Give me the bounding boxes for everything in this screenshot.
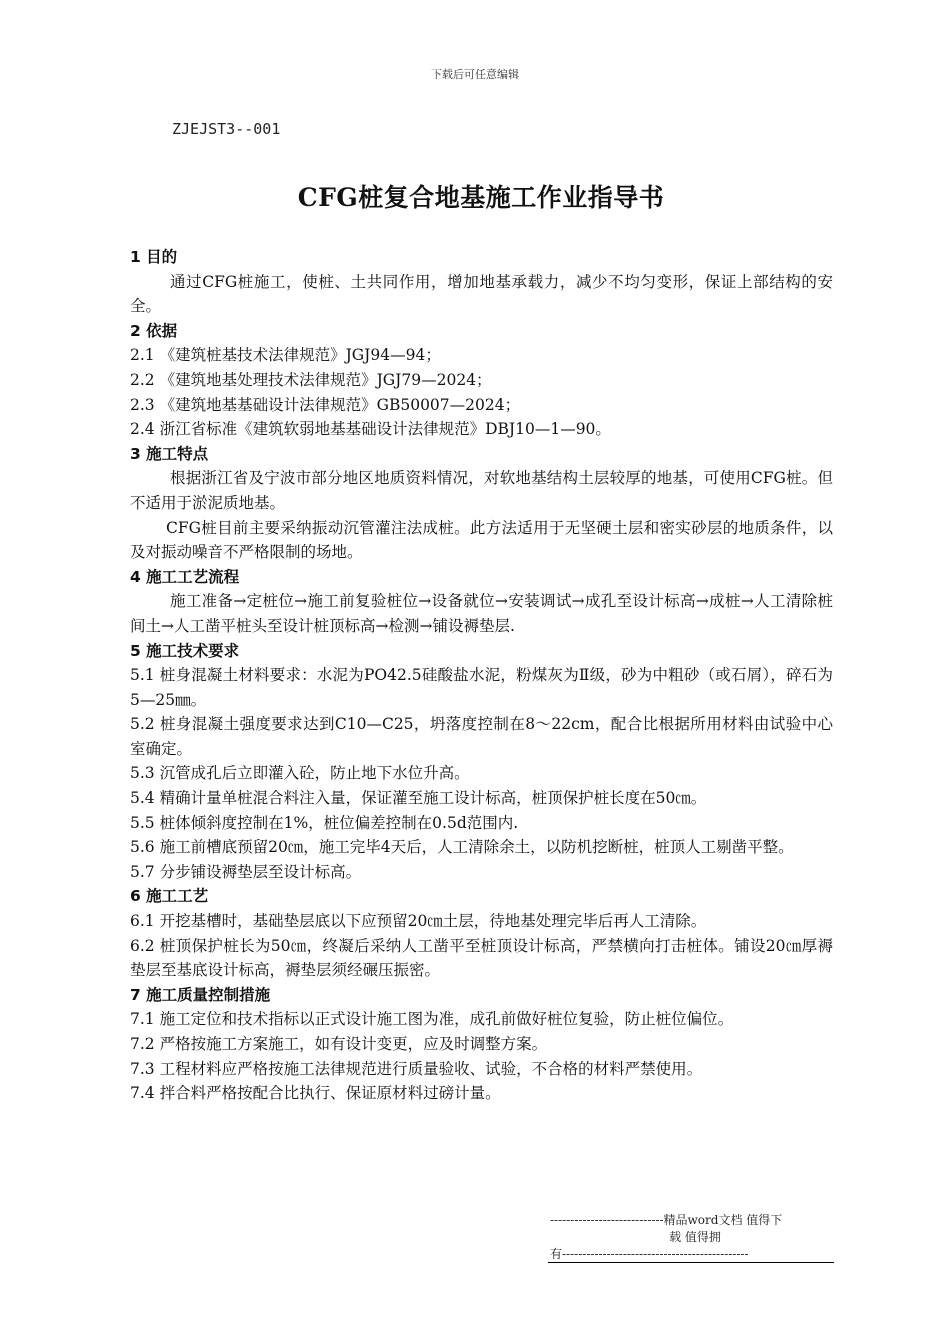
- list-item: 5.2 桩身混凝土强度要求达到C10—C25，坍落度控制在8～22cm，配合比根据所用材料由试验中心室确定。: [130, 715, 833, 758]
- section-heading-technical-requirements: 5 施工技术要求: [130, 641, 240, 660]
- footer-line: ----------------------------精品word文档 值得下: [550, 1213, 783, 1227]
- section-heading-construction-process: 6 施工工艺: [130, 887, 209, 906]
- list-item: 6.1 开挖基槽时，基础垫层底以下应预留20㎝土层，待地基处理完毕后再人工清除。: [130, 912, 707, 931]
- header-note: 下载后可任意编辑: [431, 68, 519, 81]
- footer-line: 有----------------------------------------------: [550, 1247, 749, 1261]
- footer-note: [550, 1212, 840, 1263]
- document-title: CFG桩复合地基施工作业指导书: [297, 183, 665, 212]
- paragraph: 施工准备→定桩位→施工前复验桩位→设备就位→安装调试→成孔至设计标高→成桩→人工清除桩间土→人工凿平桩头至设计桩顶标高→检测→铺设褥垫层.: [130, 592, 833, 635]
- section-heading-purpose: 1 目的: [130, 248, 178, 266]
- list-item: 2.2 《建筑地基处理技术法律规范》JGJ79—2024；: [130, 370, 492, 389]
- document-body: [130, 245, 833, 1106]
- list-item: 5.1 桩身混凝土材料要求：水泥为PO42.5硅酸盐水泥，粉煤灰为Ⅱ级，砂为中粗砂（或石屑），碎石为5—25㎜。: [130, 666, 833, 709]
- paragraph: 通过CFG桩施工，使桩、土共同作用，增加地基承载力，减少不均匀变形，保证上部结构的安全。: [130, 272, 833, 316]
- list-item: 7.3 工程材料应严格按施工法律规范进行质量验收、试验，不合格的材料严禁使用。: [130, 1059, 703, 1078]
- section-heading-basis: 2 依据: [130, 321, 178, 340]
- list-item: 2.4 浙江省标准《建筑软弱地基基础设计法律规范》DBJ10—1—90。: [130, 420, 611, 439]
- section-heading-features: 3 施工特点: [130, 444, 209, 463]
- paragraph: CFG桩目前主要采纳振动沉管灌注法成桩。此方法适用于无坚硬土层和密实砂层的地质条件，以及对振动噪音不严格限制的场地。: [130, 518, 833, 562]
- list-item: 6.2 桩顶保护桩长为50㎝，终凝后采纳人工凿平至桩顶设计标高，严禁横向打击桩体。铺设20㎝厚褥垫层至基底设计标高，褥垫层须经碾压振密。: [130, 936, 833, 980]
- list-item: 2.3 《建筑地基基础设计法律规范》GB50007—2024；: [130, 395, 521, 414]
- list-item: 5.6 施工前槽底预留20㎝，施工完毕4天后，人工清除余土，以防机挖断桩，桩顶人工剔凿平整。: [130, 838, 794, 857]
- list-item: 5.3 沉管成孔后立即灌入砼，防止地下水位升高。: [130, 764, 470, 783]
- list-item: 7.2 严格按施工方案施工，如有设计变更，应及时调整方案。: [130, 1035, 548, 1053]
- footer-divider: [548, 1262, 834, 1263]
- list-item: 5.5 桩体倾斜度控制在1%，桩位偏差控制在0.5d范围内.: [130, 813, 519, 832]
- list-item: 5.4 精确计量单桩混合料注入量，保证灌至施工设计标高，桩顶保护桩长度在50㎝。: [130, 789, 707, 808]
- document-code: ZJEJST3--001: [172, 120, 281, 138]
- footer-line: 载 值得拥: [669, 1230, 721, 1244]
- section-heading-process-flow: 4 施工工艺流程: [130, 567, 240, 586]
- paragraph: 根据浙江省及宁波市部分地区地质资料情况，对软地基结构土层较厚的地基，可使用CFG桩。但不适用于淤泥质地基。: [130, 469, 833, 512]
- section-heading-quality-control: 7 施工质量控制措施: [130, 985, 271, 1004]
- list-item: 7.4 拌合料严格按配合比执行、保证原材料过磅计量。: [130, 1084, 501, 1103]
- list-item: 7.1 施工定位和技术指标以正式设计施工图为准，成孔前做好桩位复验，防止桩位偏位。: [130, 1010, 734, 1029]
- list-item: 5.7 分步铺设褥垫层至设计标高。: [130, 862, 362, 881]
- list-item: 2.1 《建筑桩基技术法律规范》JGJ94—94；: [130, 346, 441, 365]
